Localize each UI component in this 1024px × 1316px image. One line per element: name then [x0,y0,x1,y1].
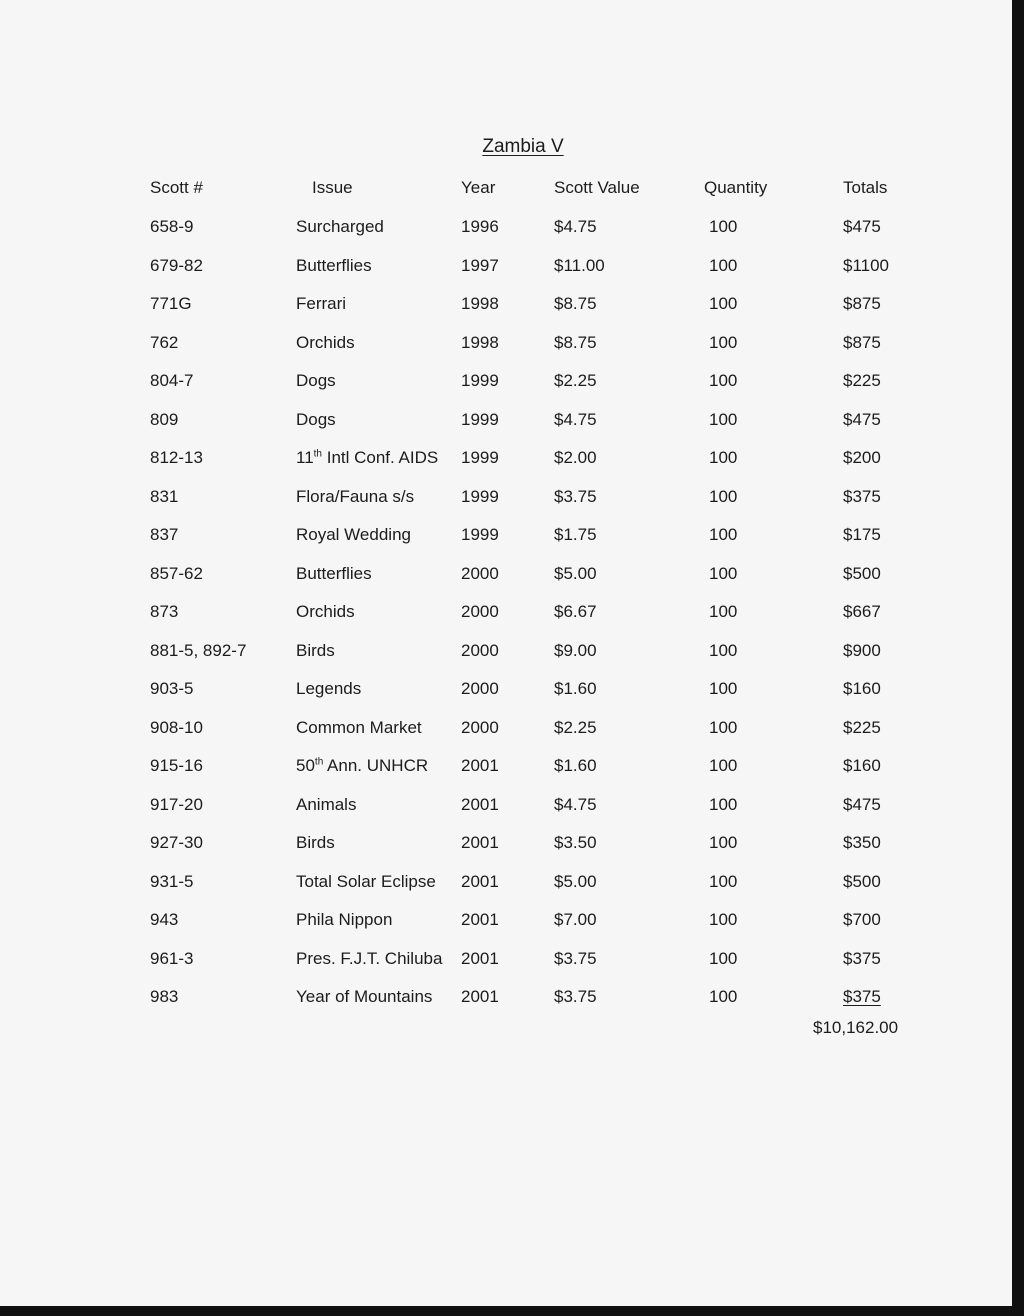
cell-total: $667 [843,602,881,621]
cell-scott-number: 927-30 [150,833,203,852]
table-row [0,564,1012,592]
cell-issue: Legends [296,679,362,698]
cell-quantity: 100 [709,794,738,814]
table-row [0,872,1012,900]
table-row [0,294,1012,322]
cell-scott-number: 762 [150,332,179,352]
cell-scott-value: $6.67 [554,602,597,621]
cell-total: $225 [843,371,881,390]
cell-total: $350 [843,833,881,852]
cell-scott-value: $1.75 [554,525,597,544]
table-row [0,987,1012,1015]
cell-scott-value: $4.75 [554,409,597,429]
cell-scott-number: 771G [150,294,192,313]
cell-year: 2000 [461,679,499,698]
cell-year: 1999 [461,525,499,544]
cell-scott-value: $4.75 [554,217,597,236]
cell-issue: Pres. F.J.T. Chiluba [296,948,443,968]
cell-quantity: 100 [709,987,738,1006]
cell-total: $375 [843,486,881,506]
cell-year: 2001 [461,833,499,852]
cell-scott-value: $3.50 [554,833,597,852]
scan-edge [1012,0,1024,1316]
cell-issue: Common Market [296,717,422,737]
cell-total: $875 [843,332,881,352]
cell-total: $475 [843,794,881,814]
cell-scott-value: $5.00 [554,563,597,583]
cell-quantity: 100 [709,640,738,660]
cell-year: 2001 [461,794,499,814]
cell-quantity: 100 [709,255,738,275]
cell-scott-number: 943 [150,910,179,929]
cell-year: 2001 [461,948,499,968]
grand-total: $10,162.00 [813,1018,899,1037]
cell-quantity: 100 [709,602,738,621]
column-header-totals: Totals [843,178,888,197]
cell-total: $875 [843,294,881,313]
cell-total: $500 [843,563,881,583]
cell-scott-value: $3.75 [554,987,597,1006]
cell-scott-value: $8.75 [554,332,597,352]
cell-year: 1999 [461,486,499,506]
cell-issue: Phila Nippon [296,910,393,929]
cell-scott-number: 931-5 [150,871,194,891]
cell-total: $200 [843,448,881,467]
cell-issue: Flora/Fauna s/s [296,486,415,506]
cell-scott-value: $2.25 [554,717,597,737]
cell-issue: Royal Wedding [296,525,411,544]
cell-quantity: 100 [709,448,738,467]
cell-issue: 11th Intl Conf. AIDS [296,448,439,467]
cell-total: $225 [843,717,881,737]
cell-year: 1999 [461,448,499,467]
table-row [0,641,1012,669]
table-row [0,949,1012,977]
cell-scott-number: 658-9 [150,217,194,236]
cell-issue: Orchids [296,332,355,352]
cell-scott-value: $3.75 [554,486,597,506]
cell-scott-number: 857-62 [150,563,203,583]
cell-total: $475 [843,217,881,236]
cell-scott-number: 809 [150,409,179,429]
cell-quantity: 100 [709,525,738,544]
cell-year: 1998 [461,294,499,313]
cell-quantity: 100 [709,486,738,506]
cell-scott-number: 837 [150,525,179,544]
table-row [0,487,1012,515]
table-row [0,602,1012,630]
cell-year: 1998 [461,332,499,352]
cell-scott-number: 873 [150,602,179,621]
cell-issue: 50th Ann. UNHCR [296,756,429,775]
cell-year: 2000 [461,640,499,660]
table-row [0,217,1012,245]
cell-year: 2001 [461,871,499,891]
column-header-scott-value: Scott Value [554,178,640,197]
cell-scott-value: $7.00 [554,910,597,929]
cell-scott-value: $9.00 [554,640,597,660]
cell-total: $1100 [843,255,890,275]
cell-year: 1996 [461,217,499,236]
cell-year: 2000 [461,563,499,583]
cell-year: 2000 [461,717,499,737]
cell-scott-value: $3.75 [554,948,597,968]
cell-quantity: 100 [709,217,738,236]
table-row [0,410,1012,438]
cell-scott-number: 812-13 [150,448,203,467]
cell-year: 1999 [461,409,499,429]
table-row [0,371,1012,399]
cell-quantity: 100 [709,294,738,313]
cell-quantity: 100 [709,409,738,429]
cell-quantity: 100 [709,871,738,891]
cell-quantity: 100 [709,563,738,583]
cell-issue: Orchids [296,602,355,621]
cell-year: 2001 [461,910,499,929]
cell-scott-number: 961-3 [150,948,194,968]
table-row [0,525,1012,553]
table-row [0,756,1012,784]
cell-issue: Dogs [296,371,336,390]
cell-quantity: 100 [709,717,738,737]
cell-scott-value: $2.25 [554,371,597,390]
table-row [0,795,1012,823]
cell-scott-value: $11.00 [554,255,605,275]
cell-issue: Animals [296,794,357,814]
cell-scott-value: $1.60 [554,756,597,775]
cell-total: $375 [843,987,881,1006]
cell-scott-number: 831 [150,486,179,506]
cell-total: $175 [843,525,881,544]
cell-issue: Birds [296,833,335,852]
table-row [0,256,1012,284]
cell-scott-number: 679-82 [150,255,203,275]
cell-quantity: 100 [709,371,738,390]
cell-quantity: 100 [709,910,738,929]
table-row [0,718,1012,746]
cell-issue: Ferrari [296,294,347,313]
cell-total: $475 [843,409,881,429]
cell-total: $160 [843,679,881,698]
cell-scott-value: $8.75 [554,294,597,313]
cell-quantity: 100 [709,948,738,968]
cell-year: 1999 [461,371,499,390]
cell-quantity: 100 [709,332,738,352]
column-header-issue: Issue [312,178,353,197]
scan-edge [0,1306,1024,1316]
cell-total: $900 [843,640,881,660]
page-title: Zambia V [482,136,564,157]
cell-scott-value: $2.00 [554,448,597,467]
cell-quantity: 100 [709,679,738,698]
cell-scott-number: 881-5, 892-7 [150,640,247,660]
cell-scott-value: $5.00 [554,871,597,891]
cell-total: $500 [843,871,881,891]
table-row [0,333,1012,361]
table-row [0,679,1012,707]
cell-year: 2000 [461,602,499,621]
cell-year: 2001 [461,756,499,775]
cell-total: $375 [843,948,881,968]
column-header-scott: Scott # [150,178,203,197]
cell-scott-number: 983 [150,987,179,1006]
cell-issue: Butterflies [296,255,372,275]
cell-issue: Year of Mountains [296,987,433,1006]
cell-issue: Surcharged [296,217,384,236]
cell-scott-number: 804-7 [150,371,194,390]
cell-scott-number: 903-5 [150,679,194,698]
cell-scott-value: $4.75 [554,794,597,814]
cell-issue: Dogs [296,409,336,429]
cell-year: 1997 [461,255,499,275]
cell-total: $700 [843,910,881,929]
cell-issue: Butterflies [296,563,372,583]
cell-quantity: 100 [709,833,738,852]
cell-scott-number: 917-20 [150,794,203,814]
cell-scott-number: 908-10 [150,717,203,737]
table-row [0,448,1012,476]
cell-scott-number: 915-16 [150,756,203,775]
cell-issue: Birds [296,640,335,660]
cell-quantity: 100 [709,756,738,775]
cell-issue: Total Solar Eclipse [296,871,436,891]
cell-year: 2001 [461,987,499,1006]
table-header [0,178,1012,206]
cell-scott-value: $1.60 [554,679,597,698]
cell-total: $160 [843,756,881,775]
table-row [0,833,1012,861]
column-header-quantity: Quantity [704,178,768,197]
table-row [0,910,1012,938]
column-header-year: Year [461,178,496,197]
